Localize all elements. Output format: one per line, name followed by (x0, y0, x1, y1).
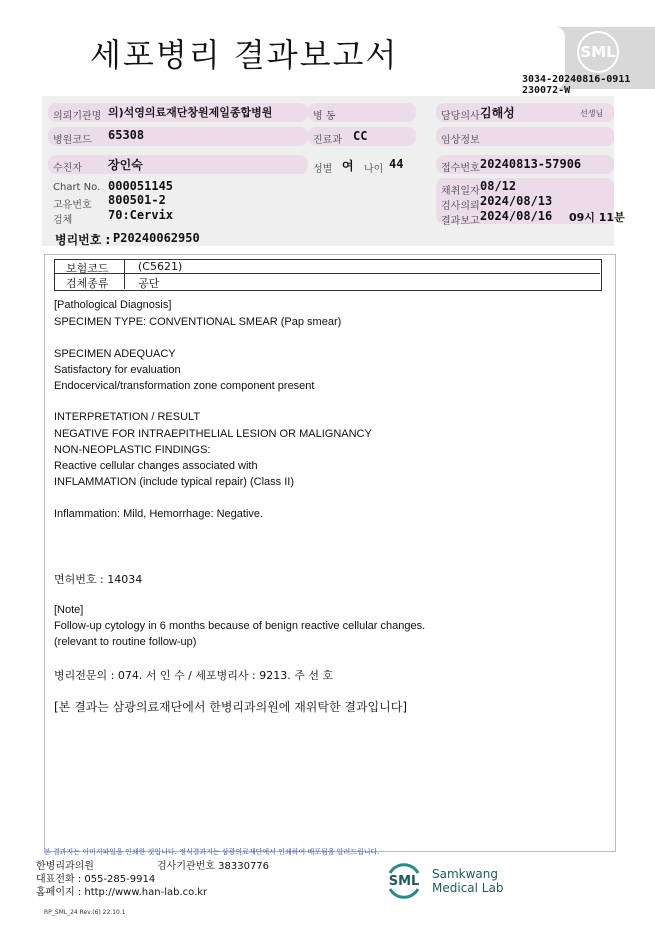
age-label: 나이 (364, 164, 384, 175)
pathologist-line: 병리전문의 : 074. 서 인 수 / 세포병리사 : 9213. 주 선 호 (54, 669, 334, 682)
report-line: NEGATIVE FOR INTRAEPITHELIAL LESION OR MALIGNANCY (54, 428, 372, 440)
license-number: 면허번호 : 14034 (54, 573, 143, 586)
doctor-value: 김해성 (480, 106, 515, 120)
doctor-suffix: 선생님 (580, 109, 604, 118)
sex-label: 성별 (313, 164, 333, 175)
patient-field (48, 155, 308, 174)
request-date-label: 검사의뢰 (441, 201, 480, 212)
report-code-line1: 3034-20240816-0911 (522, 74, 631, 85)
report-line: INFLAMMATION (include typical repair) (Class II) (54, 476, 295, 488)
referral-notice: [본 결과는 삼광의료재단에서 한병리과의원에 재위탁한 결과입니다] (54, 700, 408, 714)
report-line: Inflammation: Mild, Hemorrhage: Negative. (54, 508, 264, 520)
clinical-info-label: 임상정보 (441, 135, 480, 146)
receipt-label: 접수번호 (441, 163, 480, 174)
collect-date-label: 채취일자 (441, 186, 480, 197)
note-line: Follow-up cytology in 6 months because of benign reactive cellular changes. (54, 620, 426, 632)
brand-name-line2: Medical Lab (432, 881, 504, 895)
insurance-table (54, 259, 602, 291)
report-line: [Pathological Diagnosis] (54, 299, 172, 311)
sml-logo: SML (577, 31, 619, 73)
report-code-line2: 230072-W (522, 85, 571, 96)
sml-brand-logo (384, 859, 424, 899)
hospital-code-label: 병원코드 (53, 135, 92, 146)
specimen-type-label: 검체종류 (66, 277, 109, 290)
footer-notice: 본 결과지는 이미지파일을 인쇄한 것입니다. 정식결과지는 삼광의료재단에서 인쇄하여 배포됨을 알려드립니다. (44, 848, 380, 856)
unique-no-label: 고유번호 (53, 200, 92, 211)
sex-value: 여 (342, 159, 354, 173)
clinic-name: 한병리과의원 (36, 861, 94, 872)
insurance-code-label: 보험코드 (66, 262, 109, 275)
result-time-value: 09시 11분 (569, 211, 625, 224)
note-heading: [Note] (54, 604, 84, 616)
specimen-value: 70:Cervix (108, 208, 174, 222)
patient-value: 장인숙 (108, 158, 143, 172)
patient-label: 수진자 (53, 163, 82, 174)
result-date-label: 결과보고 (441, 216, 480, 227)
table-row-divider (54, 273, 600, 274)
sml-brand-logo-text: SML (388, 874, 420, 889)
institution-value: 의)석영의료재단창원제일종합병원 (108, 106, 273, 119)
specimen-type-value: 공단 (138, 277, 160, 290)
report-line: Satisfactory for evaluation (54, 364, 181, 376)
request-date-value: 2024/08/13 (480, 194, 553, 208)
report-line: SPECIMEN TYPE: CONVENTIONAL SMEAR (Pap smear) (54, 316, 342, 328)
chart-no-label: Chart No. (53, 182, 101, 193)
form-code: RP_SML_24 Rev.(6) 22.10.1 (44, 909, 126, 916)
report-line: Endocervical/transformation zone component present (54, 380, 315, 392)
receipt-value: 20240813-57906 (480, 157, 582, 171)
page-title: 세포병리 결과보고서 (90, 36, 399, 74)
institution-number: 검사기관번호 38330776 (157, 861, 270, 872)
insurance-code-value: (C5621) (138, 260, 183, 273)
dept-label: 진료과 (313, 135, 342, 146)
report-line: INTERPRETATION / RESULT (54, 411, 201, 423)
phone-number: 대표전화 : 055-285-9914 (36, 874, 156, 885)
report-code (522, 74, 630, 96)
brand-name-line1: Samkwang (432, 867, 498, 881)
specimen-label: 검체 (53, 215, 73, 226)
pathology-no-label: 병리번호 : (55, 233, 111, 247)
ward-label: 병 동 (313, 111, 336, 122)
report-line: Reactive cellular changes associated with (54, 460, 258, 472)
collect-date-value: 08/12 (480, 179, 517, 193)
brand-name (432, 867, 503, 895)
table-col-divider (124, 259, 125, 289)
age-value: 44 (389, 157, 404, 171)
unique-no-value: 800501-2 (108, 193, 166, 207)
hospital-code-value: 65308 (108, 128, 145, 142)
report-line: NON-NEOPLASTIC FINDINGS: (54, 444, 211, 456)
report-body (44, 254, 616, 852)
institution-label: 의뢰기관명 (53, 111, 102, 122)
pathology-no-value: P20240062950 (113, 231, 200, 245)
chart-no-value: 000051145 (108, 179, 174, 193)
note-line: (relevant to routine follow-up) (54, 636, 197, 648)
homepage: 홈페이지 : http://www.han-lab.co.kr (36, 887, 208, 898)
dept-value: CC (353, 129, 368, 143)
report-line: SPECIMEN ADEQUACY (54, 348, 176, 360)
result-date-value: 2024/08/16 (480, 209, 553, 223)
doctor-label: 담당의사 (441, 111, 480, 122)
